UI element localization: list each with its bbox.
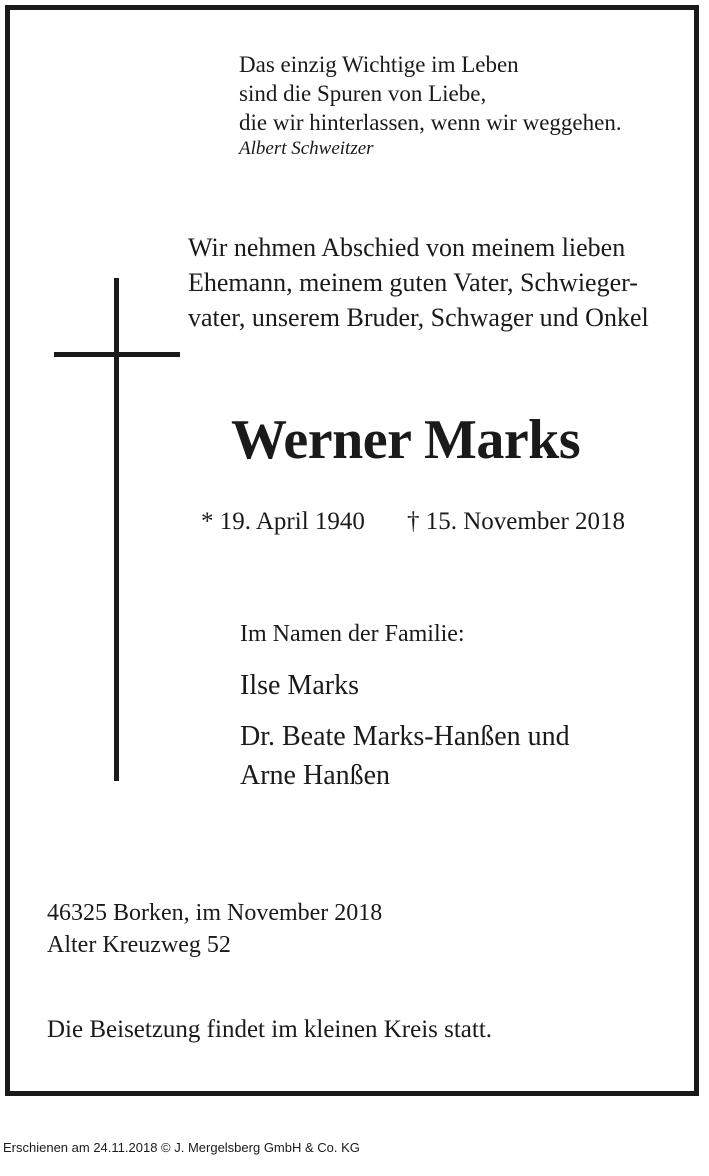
quote-line-2: sind die Spuren von Liebe, <box>239 81 487 106</box>
cross-icon-crossbar <box>54 352 180 357</box>
intro-line-3: vater, unserem Bruder, Schwager und Onkel <box>188 303 649 332</box>
quote-author: Albert Schweitzer <box>239 138 374 159</box>
intro-line-1: Wir nehmen Abschied von meinem lieben <box>188 233 626 262</box>
quote-line-1: Das einzig Wichtige im Leben <box>239 52 519 77</box>
family-member-1: Ilse Marks <box>240 670 359 701</box>
family-label: Im Namen der Familie: <box>240 621 465 647</box>
death-date: † 15. November 2018 <box>407 508 626 535</box>
address-line-2: Alter Kreuzweg 52 <box>47 932 231 958</box>
intro-line-2: Ehemann, meinem guten Vater, Schwieger- <box>188 268 638 297</box>
burial-note: Die Beisetzung findet im kleinen Kreis statt. <box>47 1016 493 1043</box>
address-line-1: 46325 Borken, im November 2018 <box>47 900 383 926</box>
family-member-3: Arne Hanßen <box>240 760 391 791</box>
quote-line-3: die wir hinterlassen, wenn wir weggehen. <box>239 110 622 135</box>
deceased-name: Werner Marks <box>231 409 581 471</box>
family-member-2: Dr. Beate Marks-Hanßen und <box>240 721 570 752</box>
publication-credit: Erschienen am 24.11.2018 © J. Mergelsberg GmbH & Co. KG <box>3 1140 360 1155</box>
birth-date: * 19. April 1940 <box>201 508 365 535</box>
